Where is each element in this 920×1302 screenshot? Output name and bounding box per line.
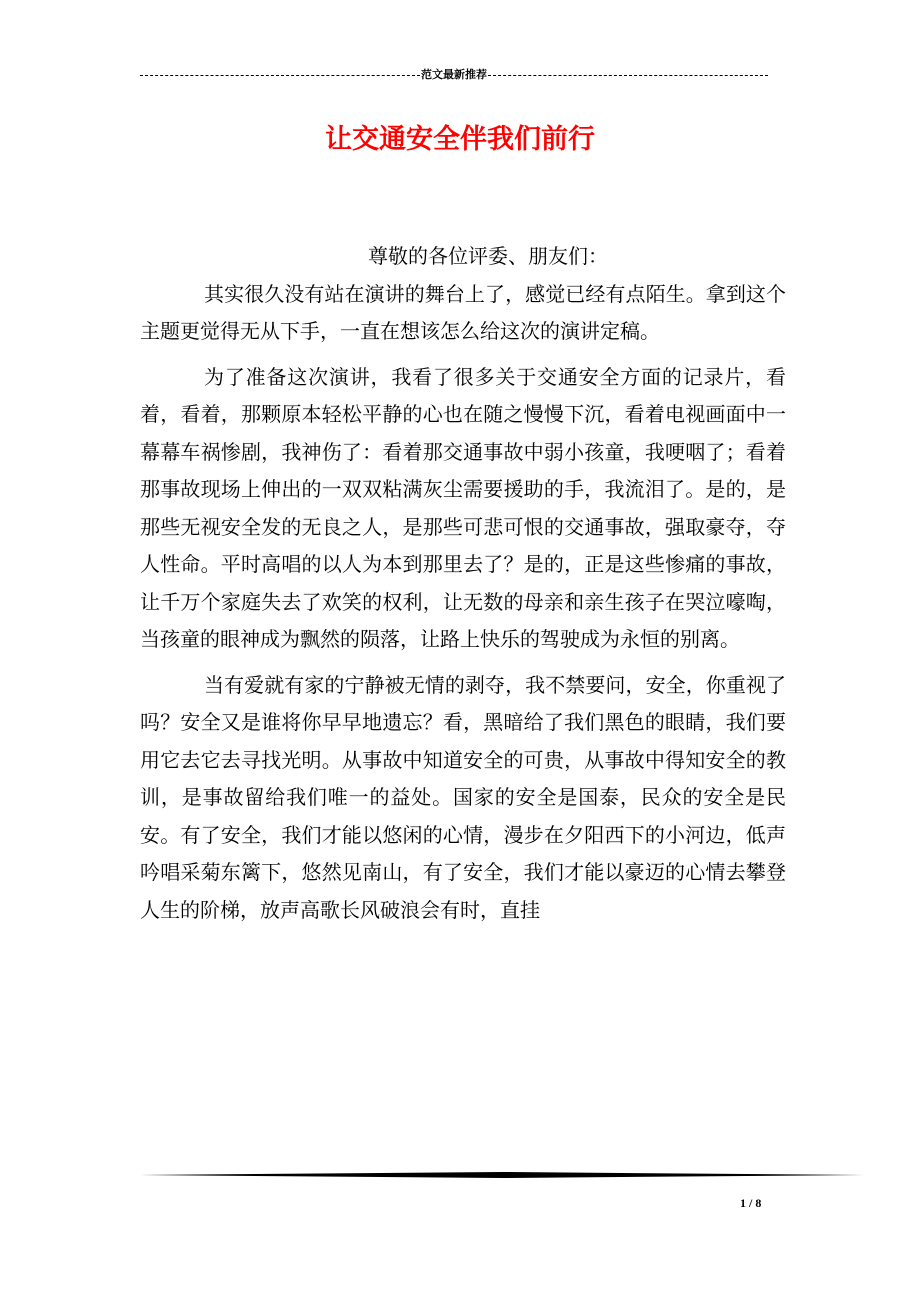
- document-title: 让交通安全伴我们前行: [325, 124, 595, 155]
- header-dash-left: [140, 75, 420, 76]
- salutation: 尊敬的各位评委、朋友们：: [368, 244, 608, 268]
- document-body: [140, 238, 786, 929]
- paragraph: 当有爱就有家的宁静被无情的剥夺，我不禁要问，安全，你重视了吗？安全又是谁将你早早地遗忘？看，黑暗给了我们黑色的眼睛，我们要用它去它去寻找光明。从事故中知道安全的可贵，从事故中得知安全的教训，是事故留给我们唯一的益处。国家的安全是国泰，民众的安全是民安。有了安全，我们才能以悠闲的心情，漫步在夕阳西下的小河边，低声吟唱采菊东篱下，悠然见南山，有了安全，我们才能以豪迈的心情去攀登人生的阶梯，放声高歌长风破浪会有时，直挂: [140, 672, 786, 922]
- paragraph: 为了准备这次演讲，我看了很多关于交通安全方面的记录片，看着，看着，那颗原本轻松平静的心也在随之慢慢下沉，看着电视画面中一幕幕车祸惨剧，我神伤了：看着那交通事故中弱小孩童，我哽咽了；看着那事故现场上伸出的一双双粘满灰尘需要援助的手，我流泪了。是的，是那些无视安全发的无良之人，是那些可悲可恨的交通事故，强取豪夺，夺人性命。平时高唱的以人为本到那里去了？是的，正是这些惨痛的事故，让千万个家庭失去了欢笑的权利，让无数的母亲和亲生孩子在哭泣嚎啕，当孩童的眼神成为飘然的陨落，让路上快乐的驾驶成为永恒的别离。: [140, 364, 786, 651]
- page-number: 1 / 8: [740, 1196, 762, 1210]
- footer-rule: [140, 1172, 864, 1178]
- header-label: 范文最新推荐: [421, 68, 487, 81]
- header-dash-right: [488, 75, 768, 76]
- page-header: [140, 68, 768, 82]
- paragraph: 其实很久没有站在演讲的舞台上了，感觉已经有点陌生。拿到这个主题更觉得无从下手，一直在想该怎么给这次的演讲定稿。: [140, 281, 786, 343]
